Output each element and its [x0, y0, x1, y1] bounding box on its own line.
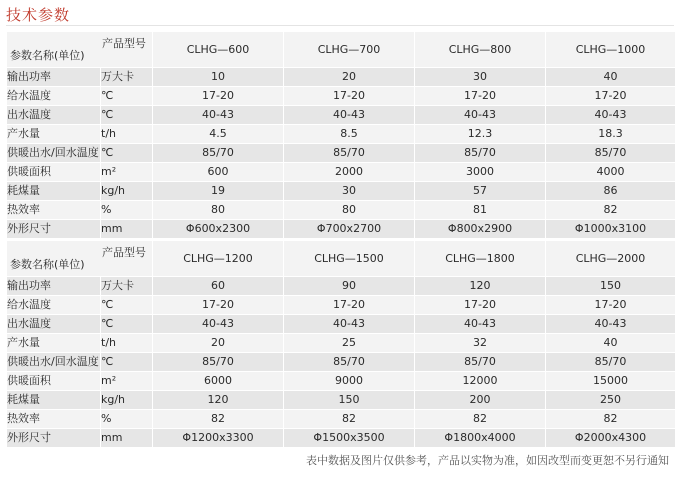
- param-name-cell: 外形尺寸: [7, 429, 101, 448]
- unit-cell: 万大卡: [101, 68, 153, 87]
- model-header-cell: CLHG—2000: [546, 241, 676, 277]
- model-header-cell: CLHG—1800: [415, 241, 546, 277]
- header-corner-cell: [7, 241, 153, 277]
- value-cell: 40-43: [284, 106, 415, 125]
- value-cell: 85/70: [415, 144, 546, 163]
- model-header-cell: CLHG—700: [284, 32, 415, 68]
- param-name-cell: 输出功率: [7, 68, 101, 87]
- table-row: [7, 277, 676, 296]
- param-name-cell: 供暖面积: [7, 163, 101, 182]
- model-header-cell: CLHG—1500: [284, 241, 415, 277]
- value-cell: 80: [153, 201, 284, 220]
- table-row: [7, 106, 676, 125]
- title-divider: [6, 25, 674, 26]
- spec-table-2: [6, 240, 676, 448]
- value-cell: 200: [415, 391, 546, 410]
- param-name-cell: 外形尺寸: [7, 220, 101, 239]
- value-cell: 12000: [415, 372, 546, 391]
- value-cell: 17-20: [546, 87, 676, 106]
- unit-cell: mm: [101, 220, 153, 239]
- value-cell: 82: [415, 410, 546, 429]
- value-cell: 82: [284, 410, 415, 429]
- param-name-cell: 耗煤量: [7, 391, 101, 410]
- value-cell: 4.5: [153, 125, 284, 144]
- value-cell: 17-20: [546, 296, 676, 315]
- unit-cell: m²: [101, 372, 153, 391]
- value-cell: Φ600x2300: [153, 220, 284, 239]
- table-row: [7, 391, 676, 410]
- table-row: [7, 315, 676, 334]
- model-header-cell: CLHG—800: [415, 32, 546, 68]
- value-cell: 30: [284, 182, 415, 201]
- value-cell: 150: [284, 391, 415, 410]
- value-cell: 80: [284, 201, 415, 220]
- value-cell: 40: [546, 68, 676, 87]
- model-header-cell: CLHG—1000: [546, 32, 676, 68]
- header-model-label: 产品型号: [102, 37, 146, 50]
- param-name-cell: 耗煤量: [7, 182, 101, 201]
- value-cell: 40-43: [153, 315, 284, 334]
- value-cell: 4000: [546, 163, 676, 182]
- unit-cell: ℃: [101, 296, 153, 315]
- unit-cell: mm: [101, 429, 153, 448]
- param-name-cell: 热效率: [7, 410, 101, 429]
- value-cell: 81: [415, 201, 546, 220]
- value-cell: 10: [153, 68, 284, 87]
- value-cell: 85/70: [284, 353, 415, 372]
- header-param-label: 参数名称(单位): [10, 258, 85, 271]
- table-header-row: [7, 241, 676, 277]
- value-cell: 17-20: [153, 87, 284, 106]
- value-cell: 20: [153, 334, 284, 353]
- unit-cell: ℃: [101, 87, 153, 106]
- value-cell: 18.3: [546, 125, 676, 144]
- value-cell: 9000: [284, 372, 415, 391]
- value-cell: 90: [284, 277, 415, 296]
- table-row: [7, 125, 676, 144]
- header-model-label: 产品型号: [102, 246, 146, 259]
- param-name-cell: 出水温度: [7, 315, 101, 334]
- value-cell: 40-43: [415, 315, 546, 334]
- param-name-cell: 出水温度: [7, 106, 101, 125]
- header-param-label: 参数名称(单位): [10, 49, 85, 62]
- table-row: [7, 163, 676, 182]
- value-cell: 57: [415, 182, 546, 201]
- value-cell: 85/70: [153, 144, 284, 163]
- value-cell: 8.5: [284, 125, 415, 144]
- param-name-cell: 输出功率: [7, 277, 101, 296]
- table-row: [7, 87, 676, 106]
- value-cell: 85/70: [153, 353, 284, 372]
- value-cell: 82: [546, 410, 676, 429]
- value-cell: Φ700x2700: [284, 220, 415, 239]
- value-cell: 12.3: [415, 125, 546, 144]
- value-cell: 17-20: [415, 296, 546, 315]
- value-cell: Φ1500x3500: [284, 429, 415, 448]
- value-cell: 40-43: [546, 315, 676, 334]
- value-cell: 85/70: [415, 353, 546, 372]
- table-row: [7, 372, 676, 391]
- value-cell: 82: [546, 201, 676, 220]
- spec-table-1: [6, 31, 676, 239]
- unit-cell: ℃: [101, 315, 153, 334]
- table-row: [7, 144, 676, 163]
- value-cell: 600: [153, 163, 284, 182]
- param-name-cell: 给水温度: [7, 296, 101, 315]
- header-corner-cell: [7, 32, 153, 68]
- unit-cell: t/h: [101, 125, 153, 144]
- value-cell: 86: [546, 182, 676, 201]
- unit-cell: ℃: [101, 144, 153, 163]
- value-cell: 120: [415, 277, 546, 296]
- value-cell: 2000: [284, 163, 415, 182]
- value-cell: 150: [546, 277, 676, 296]
- model-header-cell: CLHG—1200: [153, 241, 284, 277]
- value-cell: 250: [546, 391, 676, 410]
- value-cell: 17-20: [415, 87, 546, 106]
- value-cell: 20: [284, 68, 415, 87]
- unit-cell: kg/h: [101, 391, 153, 410]
- value-cell: 40-43: [415, 106, 546, 125]
- value-cell: 3000: [415, 163, 546, 182]
- value-cell: 40-43: [153, 106, 284, 125]
- param-name-cell: 供暖面积: [7, 372, 101, 391]
- model-header-cell: CLHG—600: [153, 32, 284, 68]
- table-row: [7, 334, 676, 353]
- param-name-cell: 供暖出水/回水温度: [7, 144, 101, 163]
- value-cell: 25: [284, 334, 415, 353]
- table-row: [7, 201, 676, 220]
- value-cell: 17-20: [153, 296, 284, 315]
- value-cell: 17-20: [284, 87, 415, 106]
- table-row: [7, 220, 676, 239]
- param-name-cell: 供暖出水/回水温度: [7, 353, 101, 372]
- param-name-cell: 产水量: [7, 334, 101, 353]
- unit-cell: %: [101, 410, 153, 429]
- unit-cell: ℃: [101, 353, 153, 372]
- unit-cell: %: [101, 201, 153, 220]
- unit-cell: 万大卡: [101, 277, 153, 296]
- table-row: [7, 410, 676, 429]
- value-cell: 85/70: [284, 144, 415, 163]
- unit-cell: m²: [101, 163, 153, 182]
- value-cell: 82: [153, 410, 284, 429]
- value-cell: Φ800x2900: [415, 220, 546, 239]
- unit-cell: ℃: [101, 106, 153, 125]
- value-cell: 30: [415, 68, 546, 87]
- value-cell: 32: [415, 334, 546, 353]
- value-cell: 120: [153, 391, 284, 410]
- footnote: 表中数据及图片仅供参考，产品以实物为准，如因改型而变更恕不另行通知: [306, 454, 669, 467]
- value-cell: 60: [153, 277, 284, 296]
- unit-cell: t/h: [101, 334, 153, 353]
- value-cell: 19: [153, 182, 284, 201]
- value-cell: Φ2000x4300: [546, 429, 676, 448]
- table-row: [7, 429, 676, 448]
- value-cell: Φ1000x3100: [546, 220, 676, 239]
- table-row: [7, 68, 676, 87]
- value-cell: 17-20: [284, 296, 415, 315]
- value-cell: 15000: [546, 372, 676, 391]
- table-row: [7, 296, 676, 315]
- param-name-cell: 给水温度: [7, 87, 101, 106]
- value-cell: 40-43: [546, 106, 676, 125]
- param-name-cell: 产水量: [7, 125, 101, 144]
- value-cell: 85/70: [546, 144, 676, 163]
- value-cell: Φ1200x3300: [153, 429, 284, 448]
- value-cell: Φ1800x4000: [415, 429, 546, 448]
- unit-cell: kg/h: [101, 182, 153, 201]
- value-cell: 6000: [153, 372, 284, 391]
- value-cell: 40-43: [284, 315, 415, 334]
- param-name-cell: 热效率: [7, 201, 101, 220]
- table-row: [7, 182, 676, 201]
- value-cell: 85/70: [546, 353, 676, 372]
- value-cell: 40: [546, 334, 676, 353]
- table-row: [7, 353, 676, 372]
- table-header-row: [7, 32, 676, 68]
- page-title: 技术参数: [6, 6, 71, 24]
